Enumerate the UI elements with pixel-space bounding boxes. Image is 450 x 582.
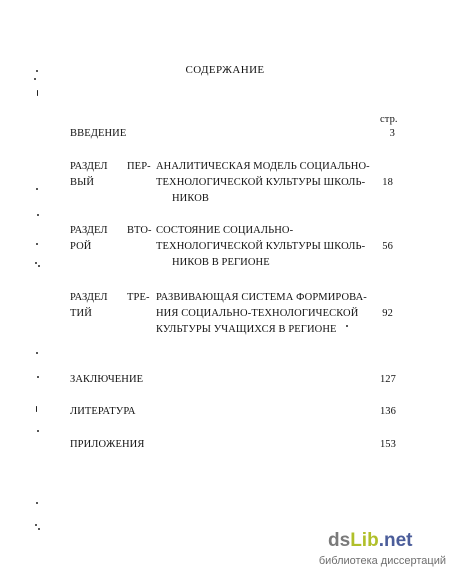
dslib-watermark xyxy=(318,530,446,572)
toc-section-label: ТИЙ xyxy=(70,308,92,319)
toc-section-title-line: СОСТОЯНИЕ СОЦИАЛЬНО- xyxy=(156,225,294,236)
scan-speck xyxy=(38,528,40,530)
scan-speck xyxy=(35,262,37,264)
dslib-logo xyxy=(328,530,412,552)
toc-section-label: ВТО- xyxy=(127,225,152,236)
toc-section-title-line: НИКОВ В РЕГИОНЕ xyxy=(172,257,270,268)
logo-ds-text: ds xyxy=(328,530,351,551)
toc-section-title-line: АНАЛИТИЧЕСКАЯ МОДЕЛЬ СОЦИАЛЬНО- xyxy=(156,161,370,172)
scan-speck xyxy=(36,352,38,354)
toc-entry-literature: ЛИТЕРАТУРА xyxy=(70,406,136,417)
toc-section-label: РАЗДЕЛ xyxy=(70,292,108,303)
scan-speck xyxy=(36,406,37,412)
toc-page-appendix: 153 xyxy=(379,439,396,450)
scan-speck xyxy=(36,188,38,190)
watermark-subtitle: библиотека диссертаций xyxy=(318,555,446,567)
toc-section-title-line: НИКОВ xyxy=(172,193,209,204)
toc-page-number: 18 xyxy=(382,177,393,188)
page-column-header: стр. xyxy=(380,114,398,125)
toc-entry-conclusion: ЗАКЛЮЧЕНИЕ xyxy=(70,374,144,385)
scan-speck xyxy=(34,78,36,80)
scan-speck xyxy=(37,214,39,216)
toc-page-introduction: 3 xyxy=(389,128,395,139)
logo-net-text: .net xyxy=(378,530,413,551)
toc-section-title-line: РАЗВИВАЮЩАЯ СИСТЕМА ФОРМИРОВА- xyxy=(156,292,367,303)
toc-section-label: ВЫЙ xyxy=(70,177,95,188)
scan-speck xyxy=(37,90,38,96)
scan-speck xyxy=(37,430,39,432)
page-title: СОДЕРЖАНИЕ xyxy=(185,64,265,76)
logo-lib-text: Lib xyxy=(350,530,379,551)
scan-speck xyxy=(346,325,348,327)
toc-section-label: РАЗДЕЛ xyxy=(70,225,108,236)
toc-section-label: ТРЕ- xyxy=(127,292,150,303)
toc-section-title-line: ТЕХНОЛОГИЧЕСКОЙ КУЛЬТУРЫ ШКОЛЬ- xyxy=(156,177,366,188)
toc-page-literature: 136 xyxy=(379,406,396,417)
toc-section-label: РАЗДЕЛ xyxy=(70,161,108,172)
toc-entry-introduction: ВВЕДЕНИЕ xyxy=(70,128,127,139)
toc-page-number: 92 xyxy=(382,308,393,319)
toc-page-number: 56 xyxy=(382,241,393,252)
toc-section-title-line: КУЛЬТУРЫ УЧАЩИХСЯ В РЕГИОНЕ xyxy=(156,324,337,335)
toc-section-title-line: ТЕХНОЛОГИЧЕСКОЙ КУЛЬТУРЫ ШКОЛЬ- xyxy=(156,241,366,252)
scan-speck xyxy=(35,524,37,526)
scan-speck xyxy=(36,243,38,245)
toc-page-conclusion: 127 xyxy=(379,374,396,385)
toc-section-label: ПЕР- xyxy=(127,161,151,172)
scan-speck xyxy=(37,376,39,378)
toc-entry-appendix: ПРИЛОЖЕНИЯ xyxy=(70,439,145,450)
scan-speck xyxy=(38,265,40,267)
toc-section-label: РОЙ xyxy=(70,241,92,252)
toc-section-title-line: НИЯ СОЦИАЛЬНО-ТЕХНОЛОГИЧЕСКОЙ xyxy=(156,308,359,319)
scan-speck xyxy=(36,502,38,504)
